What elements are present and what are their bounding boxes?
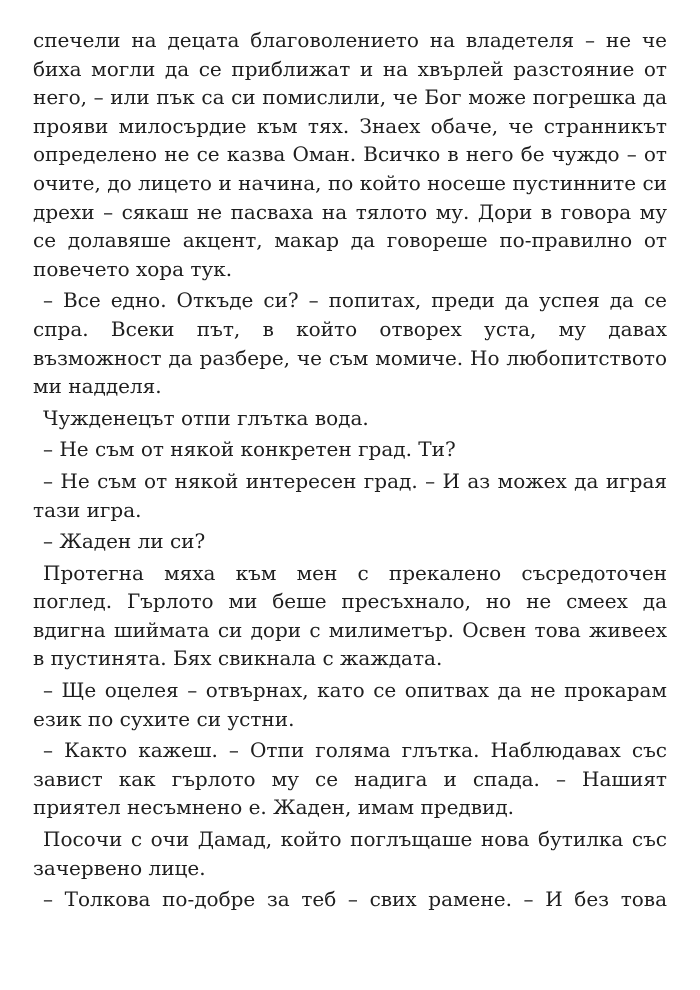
paragraph-7: Протегна мяха към мен с прекалено съсредоточен поглед. Гърлото ми беше пресъхнало, но не смеех да вдигна шиймата си дори с милиметър. Освен това живеех в пустинята. Бях свикнала с жаждата.	[33, 560, 667, 671]
paragraph-5: – Не съм от някой интересен град. – И аз можех да играя тази игра.	[33, 468, 667, 522]
paragraph-2: – Все едно. Откъде си? – попитах, преди да успея да се спра. Всеки път, в който отворех уста, му давах възможност да разбере, че съм момиче. Но любопитството ми надделя.	[33, 288, 667, 399]
paragraph-11: – Толкова по-добре за теб – свих рамене. – И без това	[43, 887, 667, 912]
paragraph-8: – Ще оцелея – отвърнах, като се опитвах да не прокарам език по сухите си устни.	[33, 678, 667, 731]
paragraph-9: – Както кажеш. – Отпи голяма глътка. Наблюдавах със завист как гърлото му се надига и спада. – Нашият приятел несъмнено е. Жаден, имам предвид.	[33, 738, 667, 820]
paragraph-3: Чужденецът отпи глътка вода.	[43, 405, 369, 430]
page-text	[33, 26, 667, 914]
paragraph-6: – Жаден ли си?	[43, 529, 206, 554]
paragraph-4: – Не съм от някой конкретен град. Ти?	[43, 437, 456, 462]
paragraph-10: Посочи с очи Дамад, който поглъщаше нова бутилка със зачервено лице.	[33, 827, 667, 880]
paragraph-1: спечели на децата благоволението на владетеля – не че биха могли да се приближат и на хвърлей разстояние от него, – или пък са си помислили, че Бог може погрешка да прояви милосърдие към тях. Знаех обаче, че странникът определено не се казва Оман. Всичко в него бе чуждо – от очите, до лицето и начина, по който носеше пустинните си дрехи – сякаш не пасваха на тялото му. Дори в говора му се долавяше акцент, макар да говореше по-правилно от повечето хора тук.	[33, 28, 667, 281]
